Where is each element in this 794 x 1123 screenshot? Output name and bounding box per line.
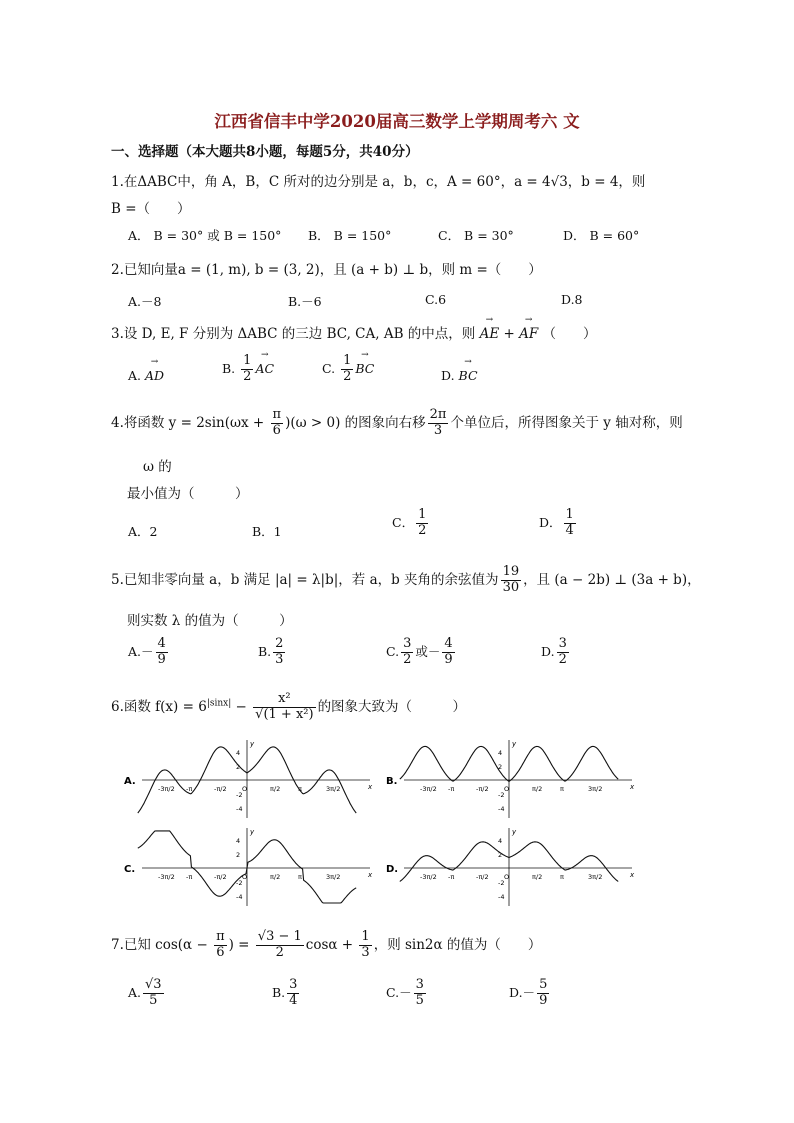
question-3-option-b — [222, 354, 274, 385]
x-tick-label: O — [504, 873, 510, 881]
numerator: 3 — [558, 636, 567, 651]
y-axis-label: y — [250, 828, 255, 836]
y-tick-label: -4 — [236, 893, 243, 901]
vector-ac: → AC — [255, 361, 274, 376]
x-tick-label: π — [560, 873, 564, 881]
graph-label: C. — [124, 864, 136, 875]
denominator: 2 — [403, 651, 412, 667]
graph-a — [124, 740, 373, 818]
fraction-third — [359, 930, 371, 961]
section-heading: 一、选择题（本大题共8小题，每题5分，共40分） — [111, 144, 419, 160]
denominator: 5 — [415, 992, 424, 1008]
denominator: 2 — [343, 368, 352, 384]
x-tick-label: -3π/2 — [158, 785, 175, 793]
denominator: 9 — [157, 651, 166, 667]
question-1-line-1: 1.在ΔABC中，角 A，B，C 所对的边分别是 a，b，c，A = 60°，a = 4√3，b = 4，则 — [111, 174, 646, 190]
x-tick-label: -3π/2 — [420, 873, 437, 881]
x-tick-label: 3π/2 — [588, 785, 603, 793]
denominator: 9 — [539, 992, 548, 1008]
y-tick-label: -2 — [236, 791, 243, 799]
question-1-line-2: B =（ ） — [111, 201, 191, 217]
question-7-lead: 7.已知 cos(α − — [111, 936, 213, 953]
numerator: π — [272, 407, 282, 422]
vector-ae: → AE — [480, 326, 500, 342]
question-1-option-c: C． B = 30° — [438, 228, 514, 243]
question-5-line-2: 则实数 λ 的值为（ ） — [127, 613, 293, 629]
y-tick-label: -4 — [498, 805, 505, 813]
question-5-stem — [111, 565, 701, 596]
y-tick-label: 2 — [498, 851, 503, 859]
option-letter: D. — [541, 643, 555, 659]
x-tick-label: -π — [448, 785, 455, 793]
question-4-option-a: A．2 — [128, 524, 158, 539]
question-5-tail: ，且 (a − 2b) ⊥ (3a + b)， — [523, 571, 701, 588]
option-letter: C. — [386, 643, 400, 659]
question-3-option-a — [128, 368, 164, 383]
denominator: 6 — [272, 422, 281, 438]
fraction — [143, 978, 164, 1009]
numerator: x² — [253, 692, 315, 708]
fraction-pi-over-6 — [214, 930, 227, 961]
y-tick-label: 2 — [236, 851, 241, 859]
fraction — [401, 637, 413, 668]
question-4-option-c — [392, 508, 430, 539]
question-7-stem — [111, 930, 541, 961]
numerator: 1 — [343, 353, 352, 368]
numerator: 4 — [444, 636, 453, 651]
fraction — [557, 637, 569, 668]
y-tick-label: -4 — [236, 805, 243, 813]
x-tick-label: 3π/2 — [326, 873, 341, 881]
question-2-option-a: A.－8 — [128, 294, 162, 309]
x-axis-label: x — [630, 783, 635, 791]
denominator: 30 — [502, 579, 520, 595]
page-title: 江西省信丰中学2020届高三数学上学期周考六 文 — [214, 112, 580, 131]
fraction-half — [341, 354, 353, 385]
x-tick-label: 3π/2 — [588, 873, 603, 881]
denominator: 2 — [275, 944, 284, 960]
or-text: 或－ — [415, 643, 441, 659]
question-2-stem — [111, 258, 542, 278]
numerator: 3 — [403, 636, 412, 651]
graph-label: D. — [386, 864, 399, 875]
numerator: 2π — [429, 407, 447, 422]
vector-af: → AF — [519, 326, 538, 342]
y-tick-label: 4 — [236, 749, 241, 757]
option-letter: B. — [272, 984, 286, 1000]
cos-term: cosα + — [305, 936, 358, 953]
denominator: 5 — [149, 992, 158, 1008]
denominator: 3 — [275, 651, 284, 667]
x-tick-label: -π — [448, 873, 455, 881]
option-letter: C. — [322, 360, 336, 376]
question-2-option-d: D.8 — [561, 292, 583, 307]
y-tick-label: -2 — [498, 879, 505, 887]
denominator: 2 — [418, 522, 427, 538]
x-tick-label: π — [298, 785, 302, 793]
x-tick-label: -π/2 — [476, 873, 489, 881]
numerator: 3 — [415, 977, 424, 992]
question-4-mid: )(ω > 0) 的图象向右移 — [285, 414, 426, 431]
question-2-lead: 2.已知向量 — [111, 262, 178, 278]
fraction-cos — [501, 565, 522, 596]
fraction-pi-over-6 — [271, 408, 284, 439]
y-tick-label: 4 — [498, 749, 503, 757]
y-tick-label: -4 — [498, 893, 505, 901]
question-5-option-b — [258, 637, 287, 668]
question-1-option-b: B． B = 150° — [308, 228, 392, 243]
vector-ad: → AD — [145, 368, 164, 383]
option-letter: A. — [128, 984, 142, 1000]
question-4-line-2: ω 的 — [143, 459, 172, 475]
question-6-graphs — [120, 738, 640, 910]
fraction — [273, 637, 285, 668]
y-tick-label: 2 — [498, 763, 503, 771]
question-5-option-d — [541, 637, 571, 668]
y-tick-label: -2 — [236, 879, 243, 887]
fraction — [156, 637, 168, 668]
question-4-tail: 个单位后，所得图象关于 y 轴对称，则 — [450, 414, 683, 431]
question-3-stem — [111, 322, 597, 342]
x-tick-label: O — [242, 873, 248, 881]
y-tick-label: 4 — [498, 837, 503, 845]
denominator: 2 — [243, 368, 252, 384]
question-6-lead: 6.函数 f(x) = 6 — [111, 698, 207, 715]
question-3-lead: 3.设 D, E, F 分别为 ΔABC 的三边 BC, CA, AB 的中点，则 — [111, 326, 476, 342]
graph-label: B. — [386, 776, 398, 787]
denominator: 2 — [558, 651, 567, 667]
question-7-option-b — [272, 978, 301, 1009]
y-tick-label: -2 — [498, 791, 505, 799]
exponent: |sinx| — [206, 698, 232, 709]
question-4-lead: 4.将函数 y = 2sin(ωx + — [111, 414, 269, 431]
option-letter: A.－ — [128, 643, 154, 659]
option-letter: B. — [258, 643, 272, 659]
numerator: 1 — [418, 507, 427, 522]
denominator: 4 — [289, 992, 298, 1008]
option-letter: B. — [222, 360, 236, 376]
x-tick-label: π/2 — [532, 785, 543, 793]
question-3-option-d — [441, 368, 478, 383]
x-tick-label: -π/2 — [214, 785, 227, 793]
question-4-option-d — [539, 508, 578, 539]
question-5-option-a — [128, 637, 170, 668]
question-7-option-d — [509, 978, 551, 1009]
x-axis-label: x — [368, 783, 373, 791]
fraction-half — [241, 354, 253, 385]
question-7-tail: ，则 sin2α 的值为（ ） — [373, 936, 542, 953]
question-3-option-c — [322, 354, 374, 385]
numerator: π — [216, 929, 225, 944]
denominator: √(1 + x²) — [255, 706, 314, 722]
fraction — [253, 692, 315, 723]
question-4-line-3: 最小值为（ ） — [127, 486, 249, 502]
x-tick-label: π — [560, 785, 564, 793]
fraction — [442, 637, 454, 668]
question-6-stem — [111, 692, 466, 723]
question-5-lead: 5.已知非零向量 a，b 满足 |a| = λ|b|，若 a，b 夹角的余弦值为 — [111, 571, 499, 588]
question-1-option-a: A． B = 30° 或 B = 150° — [128, 228, 282, 243]
fraction-shift — [428, 408, 449, 439]
option-letter: D． — [539, 514, 562, 530]
x-tick-label: -3π/2 — [158, 873, 175, 881]
vector-bc: → BC — [459, 368, 478, 383]
x-tick-label: 3π/2 — [326, 785, 341, 793]
question-2-option-b: B.－6 — [288, 294, 322, 309]
equals: ) = — [228, 936, 254, 953]
x-tick-label: π/2 — [270, 785, 281, 793]
question-2-vectors: a = (1, m), b = (3, 2)，且 (a + b) ⊥ b，则 m =（ ） — [177, 262, 542, 278]
graph-b — [386, 740, 635, 818]
numerator: 1 — [361, 929, 370, 944]
y-axis-label: y — [512, 740, 517, 748]
x-tick-label: -3π/2 — [420, 785, 437, 793]
question-1-option-d: D． B = 60° — [563, 228, 640, 243]
numerator: 3 — [289, 977, 298, 992]
denominator: 3 — [361, 944, 370, 960]
option-letter: C.－ — [386, 984, 412, 1000]
graph-d — [386, 828, 635, 906]
question-7-option-c — [386, 978, 428, 1009]
y-tick-label: 2 — [236, 763, 241, 771]
option-letter: D.－ — [509, 984, 536, 1000]
question-6-tail: 的图象大致为（ ） — [317, 698, 467, 715]
question-4-option-b: B．1 — [252, 524, 282, 539]
fraction — [537, 978, 549, 1009]
denominator: 4 — [565, 522, 574, 538]
denominator: 9 — [444, 651, 453, 667]
question-7-option-a — [128, 978, 166, 1009]
x-tick-label: O — [504, 785, 510, 793]
option-letter: D. — [441, 368, 455, 383]
minus-sign: − — [231, 698, 252, 715]
x-axis-label: x — [368, 871, 373, 879]
y-axis-label: y — [250, 740, 255, 748]
x-tick-label: π/2 — [532, 873, 543, 881]
numerator: √3 − 1 — [257, 929, 302, 944]
numerator: 1 — [565, 507, 574, 522]
denominator: 6 — [216, 944, 225, 960]
numerator: 1 — [243, 353, 252, 368]
numerator: 2 — [275, 636, 284, 651]
x-axis-label: x — [630, 871, 635, 879]
graph-c — [124, 828, 373, 906]
numerator: 4 — [157, 636, 166, 651]
vector-bc: → BC — [355, 361, 374, 376]
x-tick-label: -π/2 — [476, 785, 489, 793]
y-tick-label: 4 — [236, 837, 241, 845]
x-tick-label: O — [242, 785, 248, 793]
plus-sign: + — [499, 326, 520, 342]
fraction — [416, 508, 428, 539]
question-2-option-c: C.6 — [425, 292, 447, 307]
y-axis-label: y — [512, 828, 517, 836]
question-4-stem — [111, 408, 683, 439]
graph-label: A. — [124, 776, 136, 787]
fraction-root — [256, 930, 304, 961]
x-tick-label: -π — [186, 785, 193, 793]
fraction — [414, 978, 426, 1009]
numerator: 19 — [502, 564, 520, 579]
option-letter: A. — [128, 368, 142, 383]
option-letter: C． — [392, 514, 415, 530]
denominator: 3 — [433, 422, 443, 438]
question-5-option-c — [386, 637, 457, 668]
x-tick-label: π — [298, 873, 302, 881]
question-3-paren: （ ） — [542, 326, 597, 342]
numerator: 5 — [539, 977, 548, 992]
fraction — [287, 978, 299, 1009]
x-tick-label: -π — [186, 873, 193, 881]
numerator: √3 — [145, 977, 162, 992]
x-tick-label: π/2 — [270, 873, 281, 881]
x-tick-label: -π/2 — [214, 873, 227, 881]
fraction — [564, 508, 576, 539]
